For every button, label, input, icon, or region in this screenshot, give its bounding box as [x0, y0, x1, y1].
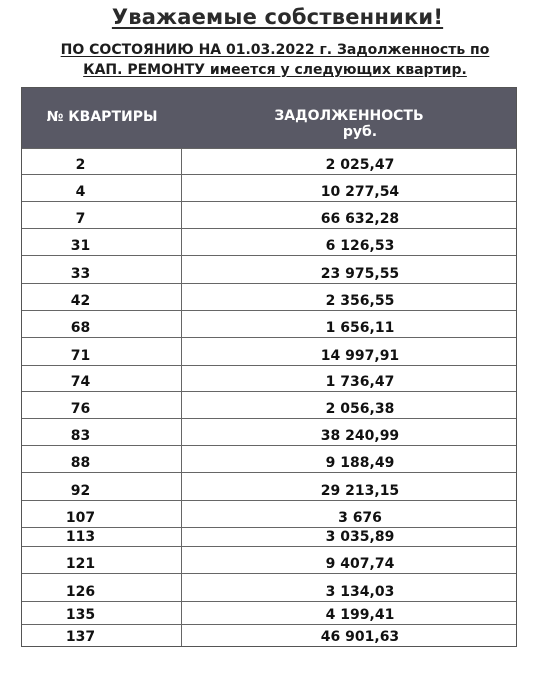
subtitle-line-1: ПО СОСТОЯНИЮ НА 01.03.2022 г. Задолженность по — [60, 42, 490, 58]
debt-amount: 9 188,49 — [325, 455, 395, 471]
debt-amount: 38 240,99 — [320, 428, 400, 444]
apartment-number: 83 — [22, 419, 182, 445]
apartment-number: 74 — [22, 366, 182, 391]
table-row — [22, 445, 516, 472]
table-row — [22, 228, 516, 255]
header-apartment: № КВАРТИРЫ — [46, 109, 158, 125]
table-row — [22, 310, 516, 337]
debt-amount: 9 407,74 — [325, 556, 395, 572]
notice-title: Уважаемые собственники! — [111, 5, 444, 29]
apartment-number: 126 — [22, 574, 182, 601]
notice-subtitle — [20, 40, 530, 80]
apartment-number: 4 — [22, 175, 182, 201]
table-body — [22, 148, 516, 646]
apartment-number: 68 — [22, 311, 182, 337]
debt-amount: 3 035,89 — [325, 529, 395, 545]
apartment-number: 121 — [22, 547, 182, 573]
table-row — [22, 472, 516, 500]
debt-amount: 4 199,41 — [325, 607, 395, 623]
table-row — [22, 201, 516, 228]
apartment-number: 42 — [22, 284, 182, 310]
apartment-number: 137 — [22, 625, 182, 646]
table-row — [22, 148, 516, 174]
header-debt-label: ЗАДОЛЖЕННОСТЬ — [274, 108, 424, 124]
debt-amount: 3 676 — [338, 510, 382, 526]
table-row — [22, 174, 516, 201]
debt-amount: 2 025,47 — [325, 157, 395, 173]
table-row — [22, 391, 516, 418]
table-row — [22, 418, 516, 445]
header-debt-unit: руб. — [342, 124, 378, 140]
debt-amount: 66 632,28 — [320, 211, 400, 227]
apartment-number: 7 — [22, 202, 182, 228]
header-debt — [182, 88, 516, 148]
table-row — [22, 337, 516, 365]
table-row — [22, 365, 516, 391]
subtitle-line-2: КАП. РЕМОНТУ имеется у следующих квартир. — [83, 62, 467, 78]
debt-amount: 46 901,63 — [320, 629, 400, 645]
table-row — [22, 601, 516, 624]
debt-table — [21, 87, 517, 647]
table-header — [22, 88, 516, 148]
debt-amount: 3 134,03 — [325, 584, 395, 600]
apartment-number: 92 — [22, 473, 182, 500]
apartment-number: 88 — [22, 446, 182, 472]
table-row — [22, 255, 516, 283]
apartment-number: 71 — [22, 338, 182, 365]
table-row — [22, 624, 516, 646]
apartment-number: 76 — [22, 392, 182, 418]
apartment-number: 31 — [22, 229, 182, 255]
apartment-number: 107 — [22, 501, 182, 527]
table-row — [22, 546, 516, 573]
debt-amount: 2 356,55 — [325, 293, 395, 309]
debt-amount: 1 656,11 — [325, 320, 395, 336]
table-row — [22, 500, 516, 527]
debt-amount: 6 126,53 — [325, 238, 395, 254]
apartment-number: 135 — [22, 602, 182, 624]
debt-amount: 1 736,47 — [325, 374, 395, 390]
debt-amount: 14 997,91 — [320, 348, 400, 364]
table-row — [22, 527, 516, 546]
apartment-number: 33 — [22, 256, 182, 283]
apartment-number: 2 — [22, 149, 182, 174]
debt-amount: 2 056,38 — [325, 401, 395, 417]
debt-amount: 29 213,15 — [320, 483, 400, 499]
debt-amount: 23 975,55 — [320, 266, 400, 282]
debt-amount: 10 277,54 — [320, 184, 400, 200]
table-row — [22, 283, 516, 310]
table-row — [22, 573, 516, 601]
apartment-number: 113 — [22, 528, 182, 546]
